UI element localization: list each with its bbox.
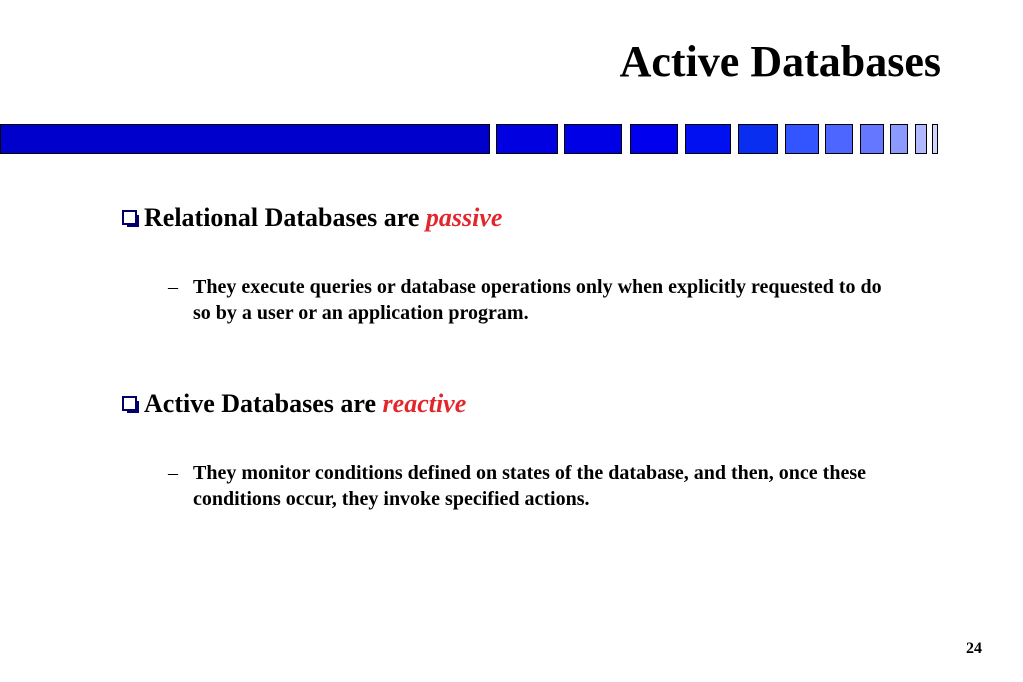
bar-segment [738,124,778,154]
page-number: 24 [966,640,982,657]
sub-bullet-relational [168,274,898,326]
bullet-text: Relational Databases are [144,203,426,232]
bullet-text: Active Databases are [144,389,383,418]
bar-segment [932,124,938,154]
bar-segment [825,124,853,154]
bar-segment [860,124,884,154]
bar-segment [785,124,819,154]
dash-bullet-icon: – [168,276,178,298]
sub-bullet-text: They execute queries or database operations only when explicitly requested to do so by a user or an application program. [193,276,882,324]
bullet-emphasis: passive [425,203,503,232]
bullet-relational [122,203,502,233]
bullet-emphasis: reactive [382,389,467,418]
title-decoration-bar [0,124,945,156]
bullet-active [122,389,466,419]
bar-segment [890,124,908,154]
bar-segment-main [0,124,490,154]
bar-segment [496,124,558,154]
slide-title: Active Databases [619,37,941,86]
sub-bullet-text: They monitor conditions defined on states of the database, and then, once these conditions occur, they invoke specified actions. [193,462,866,510]
dash-bullet-icon: – [168,462,178,484]
sub-bullet-active [168,460,898,512]
checkbox-bullet-icon [122,210,137,225]
bar-segment [915,124,927,154]
checkbox-bullet-icon [122,396,137,411]
bar-segment [564,124,622,154]
bar-segment [630,124,678,154]
bar-segment [685,124,731,154]
